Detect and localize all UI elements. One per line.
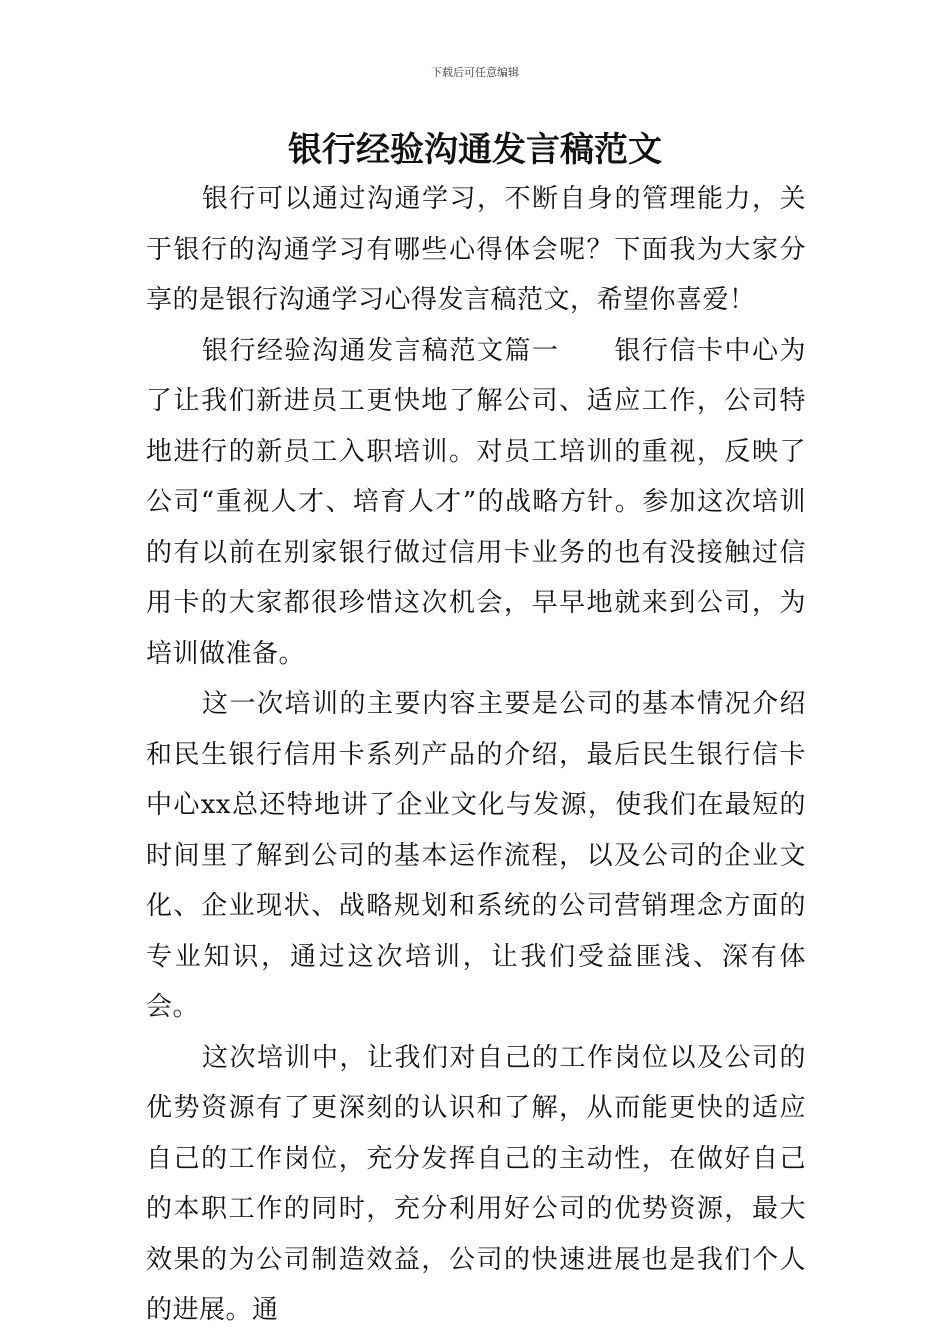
document-body xyxy=(146,174,806,1336)
header-note: 下载后可任意编辑 xyxy=(431,66,519,79)
paragraph: 这次培训中，让我们对自己的工作岗位以及公司的优势资源有了更深刻的认识和了解，从而能更快的适应自己的工作岗位，充分发挥自己的主动性，在做好自己的本职工作的同时，充分利用好公司的优势资源，最大效果的为公司制造效益，公司的快速进展也是我们个人的进展。通 xyxy=(146,1042,806,1325)
paragraph: 银行可以通过沟通学习，不断自身的管理能力，关于银行的沟通学习有哪些心得体会呢？下面我为大家分享的是银行沟通学习心得发言稿范文，希望你喜爱！ xyxy=(146,184,806,315)
paragraph: 银行经验沟通发言稿范文篇一 银行信卡中心为了让我们新进员工更快地了解公司、适应工作，公司特地进行的新员工入职培训。对员工培训的重视，反映了公司“重视人才、培育人才”的战略方针。参加这次培训的有以前在别家银行做过信用卡业务的也有没接触过信用卡的大家都很珍惜这次机会，早早地就来到公司，为培训做准备。 xyxy=(146,335,806,669)
paragraph: 这一次培训的主要内容主要是公司的基本情况介绍和民生银行信用卡系列产品的介绍，最后民生银行信卡中心xx总还特地讲了企业文化与发源，使我们在最短的时间里了解到公司的基本运作流程，以及公司的企业文化、企业现状、战略规划和系统的公司营销理念方面的专业知识，通过这次培训，让我们受益匪浅、深有体会。 xyxy=(146,689,806,1022)
document-title: 银行经验沟通发言稿范文 xyxy=(288,130,662,170)
